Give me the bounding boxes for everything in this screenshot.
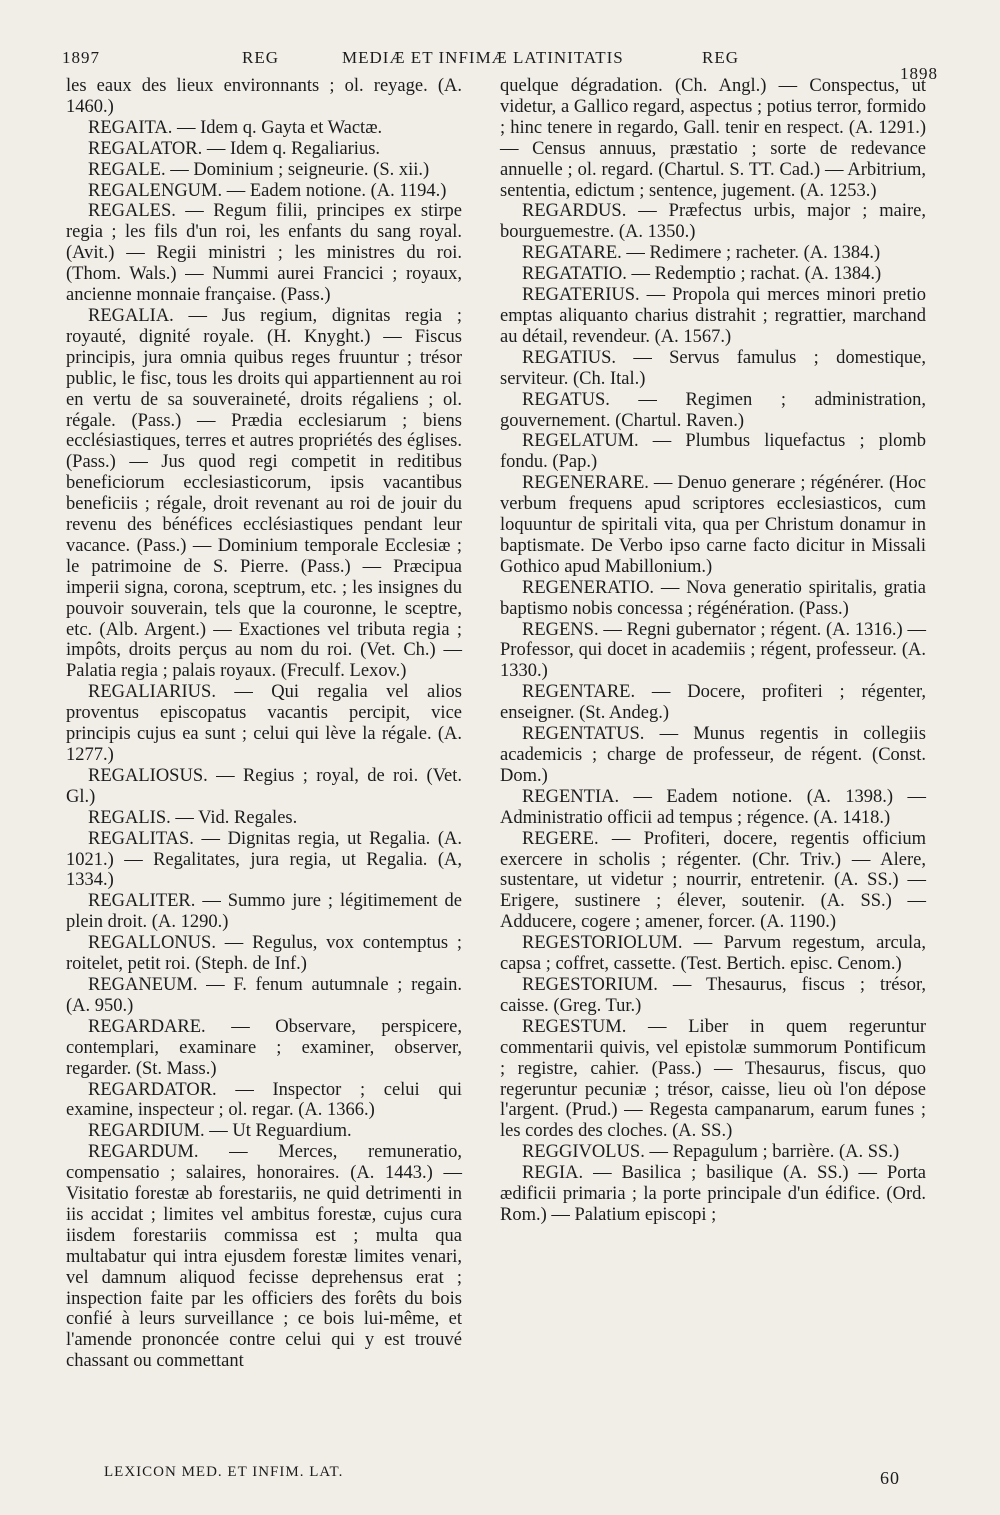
dictionary-entry: REGALIOSUS. — Regius ; royal, de roi. (Vet. Gl.) <box>66 765 462 807</box>
dictionary-entry: REGALATOR. — Idem q. Regaliarius. <box>88 138 381 159</box>
dictionary-entry: REGALIARIUS. — Qui regalia vel alios proventus episcopatus vacantis percipit, vice principis cujus ea sunt ; celui qui lève la régale. (A. 1277.) <box>66 682 462 765</box>
dictionary-entry: REGELATUM. — Plumbus liquefactus ; plomb fondu. (Pap.) <box>500 431 926 473</box>
right-column <box>500 76 926 1226</box>
dictionary-entry: REGARDATOR. — Inspector ; celui qui examine, inspecteur ; ol. regar. (A. 1366.) <box>66 1079 462 1121</box>
dictionary-entry: REGGIVOLUS. — Repagulum ; barrière. (A. SS.) <box>522 1142 900 1163</box>
dictionary-entry: quelque dégradation. (Ch. Angl.) — Conspectus, ut videtur, a Gallico regard, aspectus ; potius terror, formido ; hinc tenere in regardo, Gall. tenir en respect. (A. 1291.) — Census annuus, præstatio ; sorte de redevance annuelle ; ol. regard. (Chartul. S. TT. Cad.) — Arbitrium, sententia, edictum ; sentence, jugement. (A. 1253.) <box>500 76 926 201</box>
dictionary-entry: REGALE. — Dominium ; seigneurie. (S. xii.) <box>88 159 430 180</box>
dictionary-entry: REGENERARE. — Denuo generare ; régénérer. (Hoc verbum frequens apud scriptores ecclesiasticos, cum loquuntur de spiritali vita, qua per Christum donamur in baptismate. De Verbo ipso carne facto dicitur in Missali Gothico apud Mabillonium.) <box>500 473 926 577</box>
dictionary-entry: REGARDARE. — Observare, perspicere, contemplari, examinare ; examiner, observer, regarder. (St. Mass.) <box>66 1016 462 1079</box>
dictionary-entry: REGALIS. — Vid. Regales. <box>88 807 298 828</box>
left-column-number: 1897 <box>62 48 100 67</box>
dictionary-entry: REGATARE. — Redimere ; racheter. (A. 1384.) <box>522 243 881 264</box>
left-column <box>66 76 462 1372</box>
dictionary-entry: REGAITA. — Idem q. Gayta et Wactæ. <box>88 117 383 138</box>
dictionary-entry: REGESTORIUM. — Thesaurus, fiscus ; trésor, caisse. (Greg. Tur.) <box>500 974 926 1016</box>
page-footer <box>104 1460 900 1500</box>
dictionary-entry: REGESTORIOLUM. — Parvum regestum, arcula, capsa ; coffret, cassette. (Test. Bertich. episc. Cenom.) <box>500 933 926 975</box>
dictionary-entry: REGESTUM. — Liber in quem regeruntur commentarii quivis, vel epistolæ summorum Pontificum ; registre, cahier. (Pass.) — Thesaurus, fiscus, quo regeruntur pecuniæ ; trésor, caisse, lieu où l'on dépose l'argent. (Prud.) — Regesta campanarum, earum funes ; les cordes des cloches. (A. SS.) <box>500 1016 926 1142</box>
dictionary-entry: REGALENGUM. — Eadem notione. (A. 1194.) <box>88 180 447 201</box>
dictionary-entry: REGENTATUS. — Munus regentis in collegiis academicis ; charge de professeur, de régent. (Const. Dom.) <box>500 724 926 786</box>
dictionary-entry: REGARDUS. — Præfectus urbis, major ; maire, bourguemestre. (A. 1350.) <box>500 201 926 243</box>
dictionary-entry: REGALES. — Regum filii, principes ex stirpe regia ; les fils d'un roi, les enfants du sang royal. (Avit.) — Regii ministri ; les ministres du roi. (Thom. Wals.) — Nummi aurei Francici ; royaux, ancienne monnaie française. (Pass.) <box>66 201 462 306</box>
dictionary-entry: REGENTIA. — Eadem notione. (A. 1398.) — Administratio officii ad tempus ; régence. (A. 1418.) <box>500 786 926 828</box>
dictionary-entry: REGIA. — Basilica ; basilique (A. SS.) — Porta ædificii primaria ; la porte principale d'un édifice. (Ord. Rom.) — Palatium episcopi ; <box>500 1163 926 1225</box>
dictionary-entry: REGARDUM. — Merces, remuneratio, compensatio ; salaires, honoraires. (A. 1443.) — Visitatio forestæ ab forestariis, ne quid detrimenti in iis accidat ; limites vel ambitus forestæ, cujus cura iisdem forestariis commissa est ; multa qua multabatur qui intra ejusdem forestæ limites venari, vel damnum aliquod fecisse deprehensus erat ; inspection faite par les officiers des forêts du bois confié à leurs surveillance ; ce bois lui-même, et l'amende prononcée contre celui qui y est trouvé chassant ou commettant <box>66 1142 462 1372</box>
dictionary-entry: REGENS. — Regni gubernator ; régent. (A. 1316.) — Professor, qui docet in academiis ; régent, professeur. (A. 1330.) <box>500 619 926 682</box>
dictionary-entry: REGALIA. — Jus regium, dignitas regia ; royauté, dignité royale. (H. Knyght.) — Fiscus principis, jura omnia quibus reges fruuntur ; trésor public, le fisc, tous les droits qui appartiennent au roi en vertu de sa souveraineté, droits régaliens ; ol. régale. (Pass.) — Prædia ecclesiarum ; biens ecclésiastiques, terres et autres propriétés des églises. (Pass.) — Jus quod regi competit in reditibus beneficiorum ecclesiasticorum, ipsis vacantibus beneficiis ; régale, droit revenant au roi de jouir du revenu des bénéfices ecclésiastiques pendant leur vacance. (Pass.) — Dominium temporale Ecclesiæ ; le patrimoine de S. Pierre. (Pass.) — Præcipua imperii signa, corona, sceptrum, etc. ; les insignes du pouvoir souverain, tels que la couronne, le sceptre, etc. (Alb. Argent.) — Exactiones vel tributa regia ; impôts, droits perçus au nom du roi. (Vet. Ch.) — Palatia regia ; palais royaux. (Freculf. Lexov.) <box>66 305 462 682</box>
running-title: MEDIÆ ET INFIMÆ LATINITATIS <box>342 48 624 67</box>
page-header <box>62 48 938 83</box>
left-running-head: REG <box>242 48 279 67</box>
dictionary-entry: REGARDIUM. — Ut Reguardium. <box>88 1121 352 1142</box>
dictionary-entry: les eaux des lieux environnants ; ol. reyage. (A. 1460.) <box>66 76 462 117</box>
footer-sheet-number: 60 <box>880 1468 900 1488</box>
right-column-number: 1898 <box>900 64 938 83</box>
right-running-head: REG <box>702 48 739 67</box>
dictionary-entry: REGALITAS. — Dignitas regia, ut Regalia. (A. 1021.) — Regalitates, jura regia, ut Regalia. (A, 1334.) <box>66 828 462 891</box>
dictionary-entry: REGATERIUS. — Propola qui merces minori pretio emptas aliquanto charius distrahit ; regrattier, marchand au détail, revendeur. (A. 1567.) <box>500 285 926 347</box>
dictionary-entry: REGENERATIO. — Nova generatio spiritalis, gratia baptismo nobis concessa ; régénération. (Pass.) <box>500 577 926 619</box>
footer-signature: LEXICON MED. ET INFIM. LAT. <box>104 1464 344 1480</box>
dictionary-entry: REGENTARE. — Docere, profiteri ; régenter, enseigner. (St. Andeg.) <box>500 682 926 724</box>
dictionary-entry: REGANEUM. — F. fenum autumnale ; regain. (A. 950.) <box>66 974 462 1016</box>
dictionary-entry: REGALITER. — Summo jure ; légitimement de plein droit. (A. 1290.) <box>66 891 462 933</box>
dictionary-entry: REGATIUS. — Servus famulus ; domestique, serviteur. (Ch. Ital.) <box>500 347 926 389</box>
dictionary-entry: REGALLONUS. — Regulus, vox contemptus ; roitelet, petit roi. (Steph. de Inf.) <box>66 933 462 975</box>
dictionary-entry: REGATATIO. — Redemptio ; rachat. (A. 1384.) <box>522 264 882 285</box>
dictionary-entry: REGERE. — Profiteri, docere, regentis officium exercere in scholis ; régenter. (Chr. Triv.) — Alere, sustentare, ut videtur ; nourrir, entretenir. (A. SS.) — Erigere, sustinere ; élever, soutenir. (A. SS.) — Adducere, cogere ; amener, forcer. (A. 1190.) <box>500 828 926 933</box>
dictionary-entry: REGATUS. — Regimen ; administration, gouvernement. (Chartul. Raven.) <box>500 389 926 431</box>
